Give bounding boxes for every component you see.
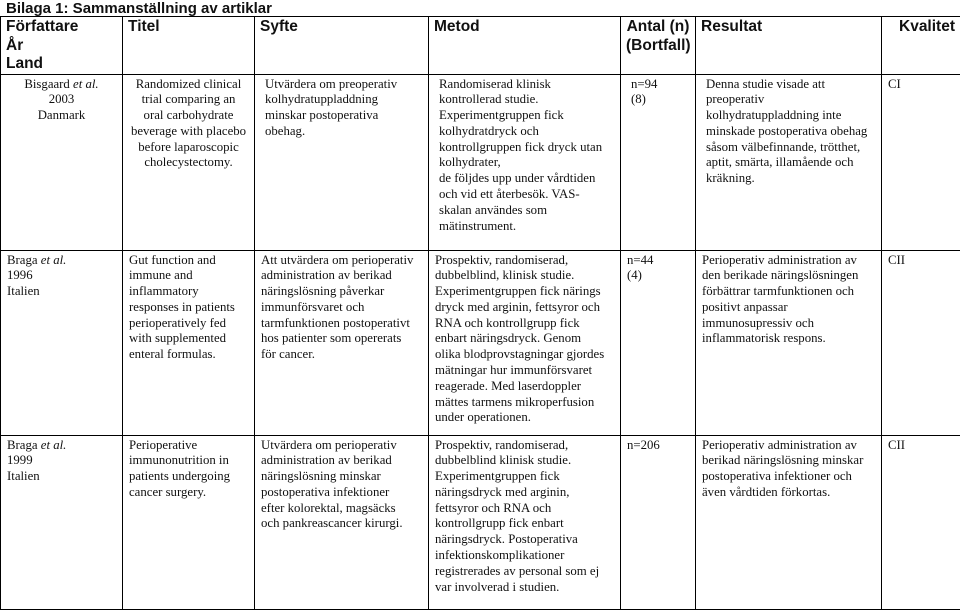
cell-line: såsom välbefinnande, trötthet, xyxy=(706,140,875,156)
cell-line: n=94 xyxy=(631,77,689,93)
table-header-row xyxy=(1,17,960,75)
cell-line: minskade postoperativa obehag xyxy=(706,124,875,140)
cell-line: Perioperativ administration av xyxy=(702,253,875,269)
cell-line: var involverad i studien. xyxy=(435,580,614,596)
cell-line: (8) xyxy=(631,92,689,108)
cell-line: Experimentgruppen fick xyxy=(435,469,614,485)
cell-line: reagerade. Med laserdoppler xyxy=(435,379,614,395)
cell-line: cancer surgery. xyxy=(129,485,248,501)
cell-purpose xyxy=(255,436,428,533)
cell-line: preoperativ xyxy=(706,92,875,108)
cell-line: för cancer. xyxy=(261,347,422,363)
cell-line: även vårdtiden förkortas. xyxy=(702,485,875,501)
cell-line: kolhydratdryck och xyxy=(439,124,614,140)
cell-line: Perioperativ administration av xyxy=(702,438,875,454)
cell-line: Randomiserad klinisk xyxy=(439,77,614,93)
cell-line: Utvärdera om perioperativ xyxy=(261,438,422,454)
header-title: Titel xyxy=(123,17,255,75)
cell-quality: CII xyxy=(882,251,960,269)
cell-line: Att utvärdera om perioperativ xyxy=(261,253,422,269)
cell-line: immunosupressiv och xyxy=(702,316,875,332)
cell-method xyxy=(429,75,620,235)
cell-line: kontrollerad studie. xyxy=(439,92,614,108)
cell-line: Italien xyxy=(7,284,116,300)
cell-line: RNA och kontrollgrupp fick xyxy=(435,316,614,332)
cell-line: Bisgaard et al. xyxy=(7,77,116,93)
cell-purpose xyxy=(255,75,428,140)
cell-title xyxy=(123,75,254,172)
cell-line: n=206 xyxy=(627,438,689,454)
cell-author xyxy=(1,75,122,124)
cell-line: cholecystectomy. xyxy=(129,155,248,171)
table-row xyxy=(1,435,960,609)
cell-line: dubbelblind, klinisk studie. xyxy=(435,268,614,284)
cell-line: de följdes upp under vårdtiden xyxy=(439,171,614,187)
cell-line: administration av berikad xyxy=(261,268,422,284)
cell-line: 2003 xyxy=(7,92,116,108)
cell-title xyxy=(123,436,254,501)
header-count: Antal (n) (Bortfall) xyxy=(621,17,696,75)
cell-result xyxy=(696,251,881,348)
cell-line: näringsdryck med arginin, xyxy=(435,485,614,501)
cell-line: Randomized clinical xyxy=(129,77,248,93)
cell-line: förbättrar tarmfunktionen och xyxy=(702,284,875,300)
cell-line: och vid ett återbesök. VAS- xyxy=(439,187,614,203)
cell-line: Denna studie visade att xyxy=(706,77,875,93)
cell-line: och pankreascancer kirurgi. xyxy=(261,516,422,532)
cell-line: dubbelblind klinisk studie. xyxy=(435,453,614,469)
table-row xyxy=(1,250,960,435)
cell-line: administration av berikad xyxy=(261,453,422,469)
cell-line: beverage with placebo xyxy=(129,124,248,140)
cell-line: (4) xyxy=(627,268,689,284)
cell-line: immunonutrition in xyxy=(129,453,248,469)
header-method: Metod xyxy=(429,17,621,75)
table-row xyxy=(1,74,960,250)
cell-line: mätningar hur immunförsvaret xyxy=(435,363,614,379)
cell-line: responses in patients xyxy=(129,300,248,316)
cell-line: Braga et al. xyxy=(7,438,116,454)
cell-line: fettsyror och RNA och xyxy=(435,501,614,517)
cell-line: 1996 xyxy=(7,268,116,284)
cell-line: registrerades av personal som ej xyxy=(435,564,614,580)
cell-result xyxy=(696,75,881,188)
cell-author xyxy=(1,436,122,485)
cell-line: Experimentgruppen fick xyxy=(439,108,614,124)
cell-line: n=44 xyxy=(627,253,689,269)
cell-line: näringslösning minskar xyxy=(261,469,422,485)
cell-author xyxy=(1,251,122,300)
cell-line: näringslösning påverkar xyxy=(261,284,422,300)
cell-line: kolhydratuppladdning inte xyxy=(706,108,875,124)
cell-line: perioperatively fed xyxy=(129,316,248,332)
cell-line: inflammatorisk respons. xyxy=(702,331,875,347)
header-purpose: Syfte xyxy=(255,17,429,75)
cell-line: postoperativa infektioner xyxy=(261,485,422,501)
cell-line: tarmfunktionen postoperativt xyxy=(261,316,422,332)
cell-quality: CII xyxy=(882,436,960,454)
cell-line: näringsdryck. Postoperativa xyxy=(435,532,614,548)
cell-line: patients undergoing xyxy=(129,469,248,485)
cell-line: aptit, smärta, illamående och xyxy=(706,155,875,171)
cell-line: Braga et al. xyxy=(7,253,116,269)
cell-purpose xyxy=(255,251,428,364)
cell-line: under operationen. xyxy=(435,410,614,426)
cell-line: kolhydrater, xyxy=(439,155,614,171)
cell-line: infektionskomplikationer xyxy=(435,548,614,564)
summary-table xyxy=(0,16,960,610)
cell-quality: CI xyxy=(882,75,960,93)
cell-line: Danmark xyxy=(7,108,116,124)
cell-line: immunförsvaret och xyxy=(261,300,422,316)
cell-line: minskar postoperativa xyxy=(265,108,422,124)
cell-line: enbart näringsdryck. Genom xyxy=(435,331,614,347)
cell-count xyxy=(621,251,695,285)
cell-line: kolhydratuppladdning xyxy=(265,92,422,108)
cell-line: dryck med arginin, fettsyror och xyxy=(435,300,614,316)
cell-line: Experimentgruppen fick närings xyxy=(435,284,614,300)
cell-line: obehag. xyxy=(265,124,422,140)
cell-line: mättes tarmens mikroperfusion xyxy=(435,395,614,411)
cell-method xyxy=(429,436,620,596)
cell-line: positivt anpassar xyxy=(702,300,875,316)
cell-line: efter kolorektal, magsäcks xyxy=(261,501,422,517)
cell-line: skalan användes som xyxy=(439,203,614,219)
cell-line: mätinstrument. xyxy=(439,219,614,235)
cell-line: Prospektiv, randomiserad, xyxy=(435,253,614,269)
cell-line: Perioperative xyxy=(129,438,248,454)
cell-line: with supplemented xyxy=(129,331,248,347)
cell-line: olika blodprovstagningar gjordes xyxy=(435,347,614,363)
header-result: Resultat xyxy=(696,17,882,75)
header-quality: Kvalitet xyxy=(882,17,960,75)
cell-line: Gut function and xyxy=(129,253,248,269)
page-title: Bilaga 1: Sammanställning av artiklar xyxy=(6,0,272,17)
cell-method xyxy=(429,251,620,427)
cell-line: Prospektiv, randomiserad, xyxy=(435,438,614,454)
cell-line: oral carbohydrate xyxy=(129,108,248,124)
cell-line: berikad näringslösning minskar xyxy=(702,453,875,469)
cell-line: 1999 xyxy=(7,453,116,469)
cell-line: kontrollgrupp fick enbart xyxy=(435,516,614,532)
cell-line: before laparoscopic xyxy=(129,140,248,156)
cell-line: enteral formulas. xyxy=(129,347,248,363)
cell-line: hos patienter som opererats xyxy=(261,331,422,347)
cell-line: inflammatory xyxy=(129,284,248,300)
cell-count xyxy=(621,436,695,454)
cell-line: kontrollgruppen fick dryck utan xyxy=(439,140,614,156)
cell-line: kräkning. xyxy=(706,171,875,187)
cell-line: postoperativa infektioner och xyxy=(702,469,875,485)
cell-line: immune and xyxy=(129,268,248,284)
cell-line: den berikade näringslösningen xyxy=(702,268,875,284)
cell-title xyxy=(123,251,254,364)
cell-line: trial comparing an xyxy=(129,92,248,108)
header-author: Författare År Land xyxy=(1,17,123,75)
cell-count xyxy=(621,75,695,109)
cell-line: Italien xyxy=(7,469,116,485)
cell-line: Utvärdera om preoperativ xyxy=(265,77,422,93)
cell-result xyxy=(696,436,881,501)
